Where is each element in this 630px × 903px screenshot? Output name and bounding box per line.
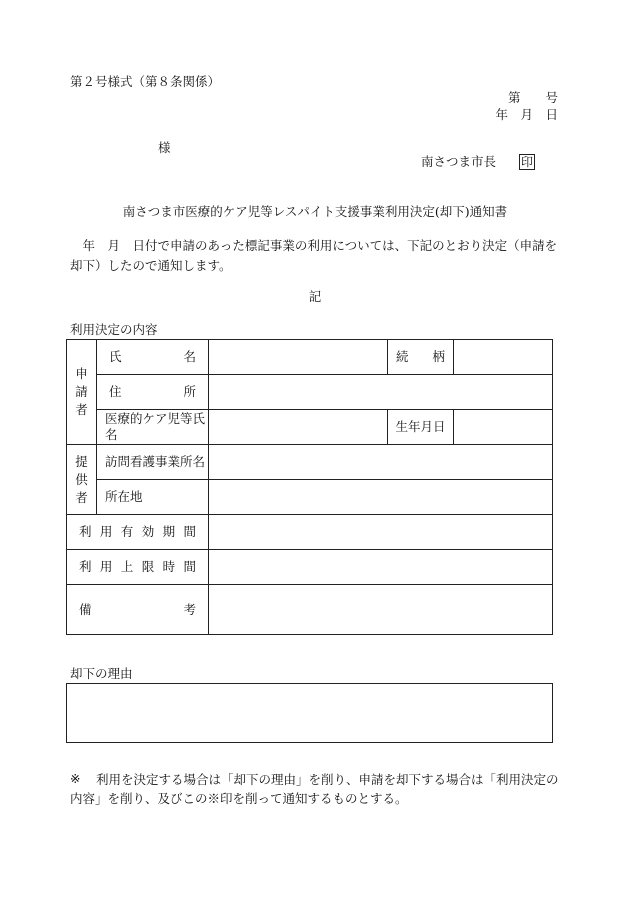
child-name-value[interactable] xyxy=(209,410,388,445)
table-row xyxy=(67,515,553,550)
relation-label: 続柄 xyxy=(388,340,454,375)
addressee-suffix: 様 xyxy=(158,140,171,155)
table-row xyxy=(67,340,553,375)
table-row xyxy=(67,410,553,445)
remarks-label: 備考 xyxy=(67,585,209,635)
table-row xyxy=(67,375,553,410)
issue-date: 年 月 日 xyxy=(495,107,558,122)
max-hours-label: 利用上限時間 xyxy=(67,550,209,585)
location-label: 所在地 xyxy=(97,480,209,515)
document-title: 南さつま市医療的ケア児等レスパイト支援事業利用決定(却下)通知書 xyxy=(122,204,508,219)
office-name-value[interactable] xyxy=(209,445,553,480)
name-value[interactable] xyxy=(209,340,388,375)
document-number: 第 号 xyxy=(507,90,558,105)
applicant-group-label: 申 請 者 xyxy=(67,340,97,445)
form-reference: 第２号様式（第８条関係） xyxy=(70,74,221,89)
table-row xyxy=(67,550,553,585)
issuer-name: 南さつま市長 xyxy=(421,154,497,169)
child-name-label: 医療的ケア児等氏名 xyxy=(97,410,209,445)
section-rejection-heading: 却下の理由 xyxy=(70,666,133,681)
table-row xyxy=(67,445,553,480)
address-value[interactable] xyxy=(209,375,553,410)
note-mark: ※ xyxy=(70,771,81,786)
section-decision-heading: 利用決定の内容 xyxy=(70,322,158,337)
valid-period-value[interactable] xyxy=(209,515,553,550)
provider-group-label: 提 供 者 xyxy=(67,445,97,515)
relation-value[interactable] xyxy=(454,340,553,375)
max-hours-value[interactable] xyxy=(209,550,553,585)
note-text: 利用を決定する場合は「却下の理由」を削り、申請を却下する場合は「利用決定の内容」を削り、及びこの※印を削って通知するものとする。 xyxy=(70,772,559,806)
address-label: 住所 xyxy=(97,375,209,410)
rejection-reason-box[interactable] xyxy=(66,683,553,743)
birthdate-label: 生年月日 xyxy=(388,410,454,445)
table-row xyxy=(67,585,553,635)
name-label: 氏名 xyxy=(97,340,209,375)
decision-table xyxy=(66,339,553,635)
location-value[interactable] xyxy=(209,480,553,515)
office-name-label: 訪問看護事業所名 xyxy=(97,445,209,480)
valid-period-label: 利用有効期間 xyxy=(67,515,209,550)
ki-heading: 記 xyxy=(308,289,322,304)
remarks-value[interactable] xyxy=(209,585,553,635)
table-row xyxy=(67,480,553,515)
seal-mark: 印 xyxy=(521,155,534,169)
birthdate-value[interactable] xyxy=(454,410,553,445)
body-text: 年 月 日付で申請のあった標記事業の利用については、下記のとおり決定（申請を却下）したので通知します。 xyxy=(70,238,558,273)
